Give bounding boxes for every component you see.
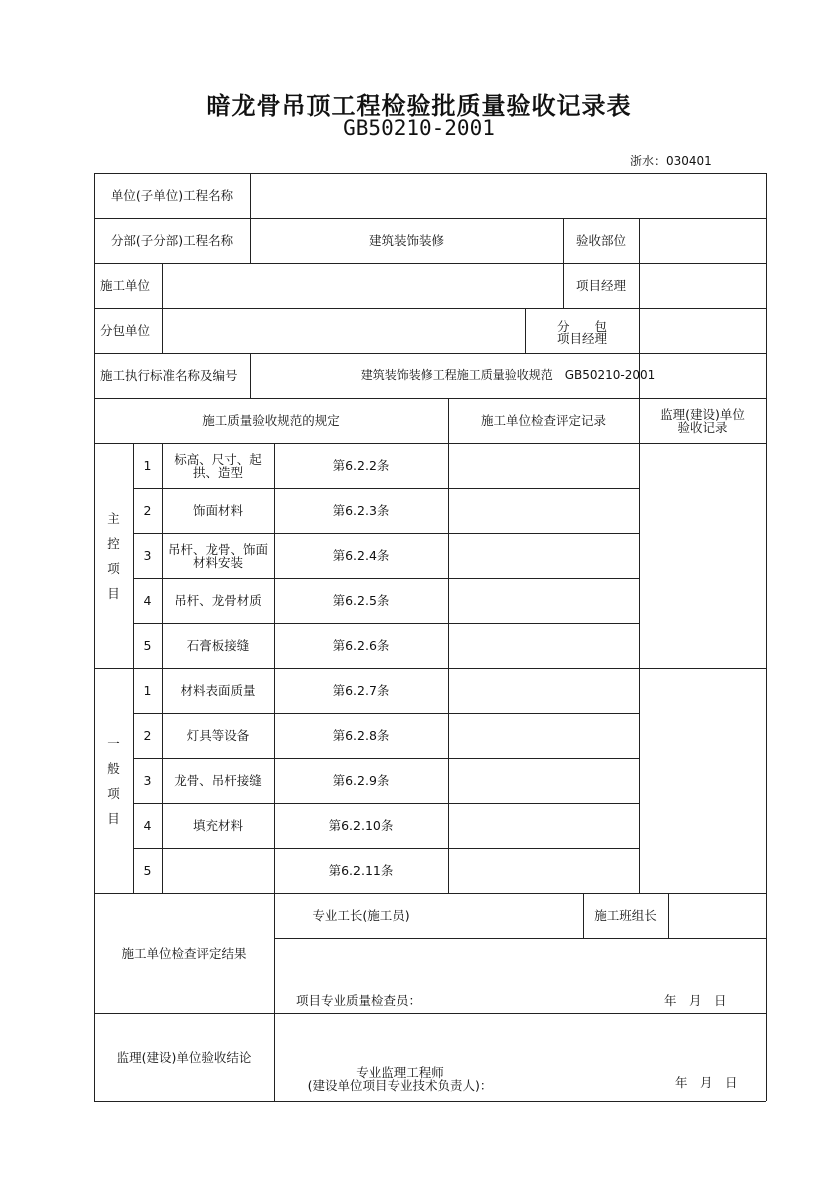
general-label-char: 一 <box>107 735 120 751</box>
item-record-field[interactable] <box>448 758 639 803</box>
item-number: 4 <box>143 818 152 833</box>
inspector-date: 年 月 日 <box>664 993 727 1008</box>
team-leader-field[interactable] <box>668 893 766 938</box>
item-clause: 第6.2.2条 <box>332 458 390 473</box>
general-items-label <box>94 668 133 893</box>
item-number: 5 <box>143 863 152 878</box>
general-label-char: 目 <box>107 810 120 826</box>
main-control-label <box>94 443 133 668</box>
item-record-field[interactable] <box>448 713 639 758</box>
form-code: 浙水：030401 <box>630 154 712 168</box>
general-label-char: 项 <box>107 785 120 801</box>
item-number: 5 <box>143 638 152 653</box>
inspector-label: 项目专业质量检查员： <box>296 993 422 1008</box>
item-clause: 第6.2.3条 <box>332 503 390 518</box>
supervisor-record-header-line2: 验收记录 <box>677 419 728 435</box>
contractor-record-header: 施工单位检查评定记录 <box>480 413 606 428</box>
exec-standard-label: 施工执行标准名称及编号 <box>100 368 238 383</box>
project-manager-field[interactable] <box>639 263 766 308</box>
item-name: 填充材料 <box>192 818 243 833</box>
unit-project-label: 单位(子单位)工程名称 <box>110 188 234 203</box>
main-control-supervisor-field[interactable] <box>639 443 766 668</box>
supervisor-conclusion-label: 监理(建设)单位验收结论 <box>116 1049 252 1065</box>
sub-pm-field[interactable] <box>639 308 766 353</box>
sub-pm-label-line1: 分 包 <box>556 318 607 334</box>
item-number: 2 <box>143 503 152 518</box>
sub-project-field[interactable]: 建筑装饰装修 <box>368 233 444 248</box>
item-name-line1: 吊杆、龙骨、饰面 <box>167 541 268 557</box>
contractor-label: 施工单位 <box>100 278 151 293</box>
main-control-char: 主 <box>107 510 120 526</box>
sub-pm-label-line2: 项目经理 <box>556 330 607 346</box>
item-record-field[interactable] <box>448 578 639 623</box>
item-number: 1 <box>143 683 152 698</box>
item-number: 3 <box>143 548 152 563</box>
item-number: 3 <box>143 773 152 788</box>
main-control-char: 控 <box>107 535 120 551</box>
item-record-field[interactable] <box>448 488 639 533</box>
general-label-char: 般 <box>107 760 120 776</box>
main-control-char: 项 <box>107 560 120 576</box>
item-record-field[interactable] <box>448 848 639 893</box>
item-name: 石膏板接缝 <box>186 638 250 653</box>
main-control-char: 目 <box>107 585 120 601</box>
item-number: 1 <box>143 458 152 473</box>
item-name <box>162 533 274 578</box>
item-clause: 第6.2.6条 <box>332 638 390 653</box>
item-clause: 第6.2.5条 <box>332 593 390 608</box>
item-record-field[interactable] <box>448 443 639 488</box>
item-name-line2: 拱、造型 <box>192 464 243 480</box>
item-name <box>162 848 274 893</box>
engineer-label-line2: (建设单位项目专业技术负责人)： <box>307 1078 493 1093</box>
supervisor-record-header <box>639 398 766 443</box>
sub-pm-label <box>525 308 639 353</box>
item-clause: 第6.2.4条 <box>332 548 390 563</box>
item-number: 4 <box>143 593 152 608</box>
supervisor-record-header-line1: 监理(建设)单位 <box>660 406 745 422</box>
item-name <box>162 443 274 488</box>
sub-project-label: 分部(子分部)工程名称 <box>110 233 234 248</box>
item-name: 饰面材料 <box>192 503 243 518</box>
item-clause: 第6.2.7条 <box>332 683 390 698</box>
team-leader-label: 施工班组长 <box>594 908 657 923</box>
general-supervisor-field[interactable] <box>639 668 766 893</box>
item-name: 材料表面质量 <box>180 683 256 698</box>
contractor-result-label: 施工单位检查评定结果 <box>121 945 247 961</box>
acceptance-part-label: 验收部位 <box>575 233 626 248</box>
item-record-field[interactable] <box>448 668 639 713</box>
foreman-field[interactable] <box>448 893 583 938</box>
foreman-label: 专业工长(施工员) <box>312 908 410 923</box>
standard-code: GB50210-2001 <box>343 116 495 140</box>
item-name: 灯具等设备 <box>186 728 250 743</box>
subcontractor-label: 分包单位 <box>100 323 151 338</box>
contractor-field[interactable] <box>162 263 563 308</box>
item-name: 吊杆、龙骨材质 <box>174 593 262 608</box>
item-record-field[interactable] <box>448 803 639 848</box>
item-clause: 第6.2.11条 <box>328 863 394 878</box>
exec-standard-field[interactable]: 建筑装饰装修工程施工质量验收规范 GB50210-2001 <box>360 368 656 382</box>
item-name: 龙骨、吊杆接缝 <box>174 773 262 788</box>
acceptance-part-field[interactable] <box>639 218 766 263</box>
engineer-label-line1: 专业监理工程师 <box>356 1065 444 1080</box>
item-clause: 第6.2.8条 <box>332 728 390 743</box>
item-record-field[interactable] <box>448 533 639 578</box>
item-name-line1: 标高、尺寸、起 <box>174 451 262 467</box>
engineer-label <box>300 1066 500 1092</box>
unit-project-field[interactable] <box>250 173 766 218</box>
item-clause: 第6.2.9条 <box>332 773 390 788</box>
engineer-date: 年 月 日 <box>675 1075 738 1090</box>
subcontractor-field[interactable] <box>162 308 525 353</box>
item-record-field[interactable] <box>448 623 639 668</box>
item-name-line2: 材料安装 <box>192 554 243 570</box>
item-number: 2 <box>143 728 152 743</box>
form-title: 暗龙骨吊顶工程检验批质量验收记录表 <box>206 92 632 120</box>
item-clause: 第6.2.10条 <box>328 818 394 833</box>
project-manager-label: 项目经理 <box>575 278 626 293</box>
spec-column-header: 施工质量验收规范的规定 <box>202 413 340 428</box>
